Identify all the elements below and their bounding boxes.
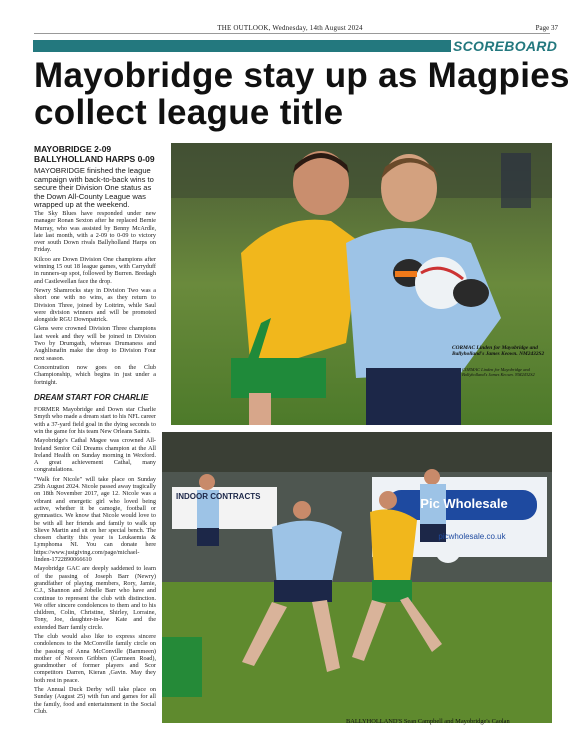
photo-bottom — [162, 432, 552, 723]
banner-left-text: INDOOR CONTRACTS — [176, 492, 261, 501]
paragraph: The Annual Duck Derby will take place on Sunday (August 25) with fun and games for all the family, food and entertainment in the Social Club. — [34, 686, 156, 715]
paragraph: Kilcoo are Down Division One champions after winning 15 out 18 league games, with Carryduff in runners-up spot, followed by Burren. Bredagh and Castlewellan face the drop. — [34, 255, 156, 285]
banner-right-text: Pic Wholesale — [420, 496, 508, 511]
headline: Mayobridge stay up as Magpies collect league title — [34, 56, 570, 132]
photo-top-caption-small: CORMAC Linden for Mayobridge and Ballyholland's James Keown. NM2432S2 — [462, 367, 535, 377]
page-number: Page 37 — [535, 24, 558, 32]
paragraph: The club would also like to express sincere condolences to the McConville family circle on the passing of Anna McConville (Barnmeen) mother of Noreen Gribben (Carmeen Road), grandmother of former players and Scor competitors Darren, Kieran ,Gavin. May they both rest in peace. — [34, 633, 156, 684]
photo-top-caption: CORMAC Linden for Mayobridge and Ballyholland's James Keown. NM2432S2 — [452, 345, 545, 358]
paragraph: FORMER Mayobridge and Down star Charlie Smyth who made a dream start to his NFL career with a 37-yard field goal in the dying seconds to win the game for his team New Orleans Saints. — [34, 406, 156, 435]
paragraph: "Walk for Nicole" will take place on Sunday 25th August 2024. Nicole passed away tragically on 18th November 2017, age 12. Nicole was a vibrant and energetic girl who loved being active, whether it be camogie, football or gymnastics. We know that Nicole would love to be with all her friends and family to walk up Slieve Martin and sit on her special bench. The chosen charity this year is Leukaemia & Lymphoma NI. You can donate here https://www.justgiving.com/page/michael-linden-1722890066610 — [34, 475, 156, 564]
score-line-home: MAYOBRIDGE 2-09 — [34, 144, 112, 154]
score-line-away: BALLYHOLLAND HARPS 0-09 — [34, 153, 155, 164]
paragraph: Newry Shamrocks stay in Division Two was a short one with no wins, as they return to Division Three, joined by Loitrim, while Saul were division winners and will be promoted alongside RGU Downpatrick. — [34, 286, 156, 324]
section-bar — [33, 40, 451, 52]
photo-top — [171, 143, 552, 425]
photo-bottom-caption: BALLYHOLLAND'S Sean Campbell and Mayobridge's Caolan — [346, 718, 510, 725]
dateline: THE OUTLOOK, Wednesday, 14th August 2024 — [217, 24, 363, 32]
paragraph: Mayobridge's Cathal Magee was crowned All-Ireland Senior Cúl Dreams champion at the All Ireland Health on Sunday morning in Wexford. A great achievement Cathal, many congratulations. — [34, 437, 156, 474]
article-column — [34, 145, 156, 717]
paragraph: Mayobridge GAC are deeply saddened to learn of the passing of Joseph Barr (Newry) grandfather of playing members, Rory, Jamie, C.J., Shannon and Jobelle Barr who have and continue to represent the club with distinction. We offer sincere condolences to them and to his children, Colin, Christine, Shirley, Lorraine, Tony, Joe, daughter-in-law Kate and the extended Barr family circle. — [34, 565, 156, 631]
article-lede: MAYOBRIDGE finished the league campaign with back-to-back wins to secure their Division One status as the Down All-County League was wrapped up at the weekend. — [34, 166, 154, 210]
paragraph: Glens were crowned Division Three champions last week and they will be joined in Division Two by Drumgath, whereas Drumaness and Aughlisnafin make the drop to Division Four next season. — [34, 325, 156, 362]
photo-top-image — [171, 143, 552, 425]
paragraph: The Sky Blues have responded under new manager Ronan Sexton after he replaced Bernie Murray, who was assisted by Benny McArdle, late last month, with a 2-09 to 0-09 to victory over south Down rivals Ballyholland Harps on Friday. — [34, 209, 156, 254]
header-rule — [34, 33, 550, 34]
photo-bottom-image — [162, 432, 552, 723]
paragraph: Concentration now goes on the Club Championship, which begins in just under a fortnight. — [34, 363, 156, 386]
section-label: SCOREBOARD — [453, 38, 558, 54]
banner-url-text: picwholesale.co.uk — [438, 532, 506, 541]
subheading: DREAM START FOR CHARLIE — [34, 392, 149, 402]
